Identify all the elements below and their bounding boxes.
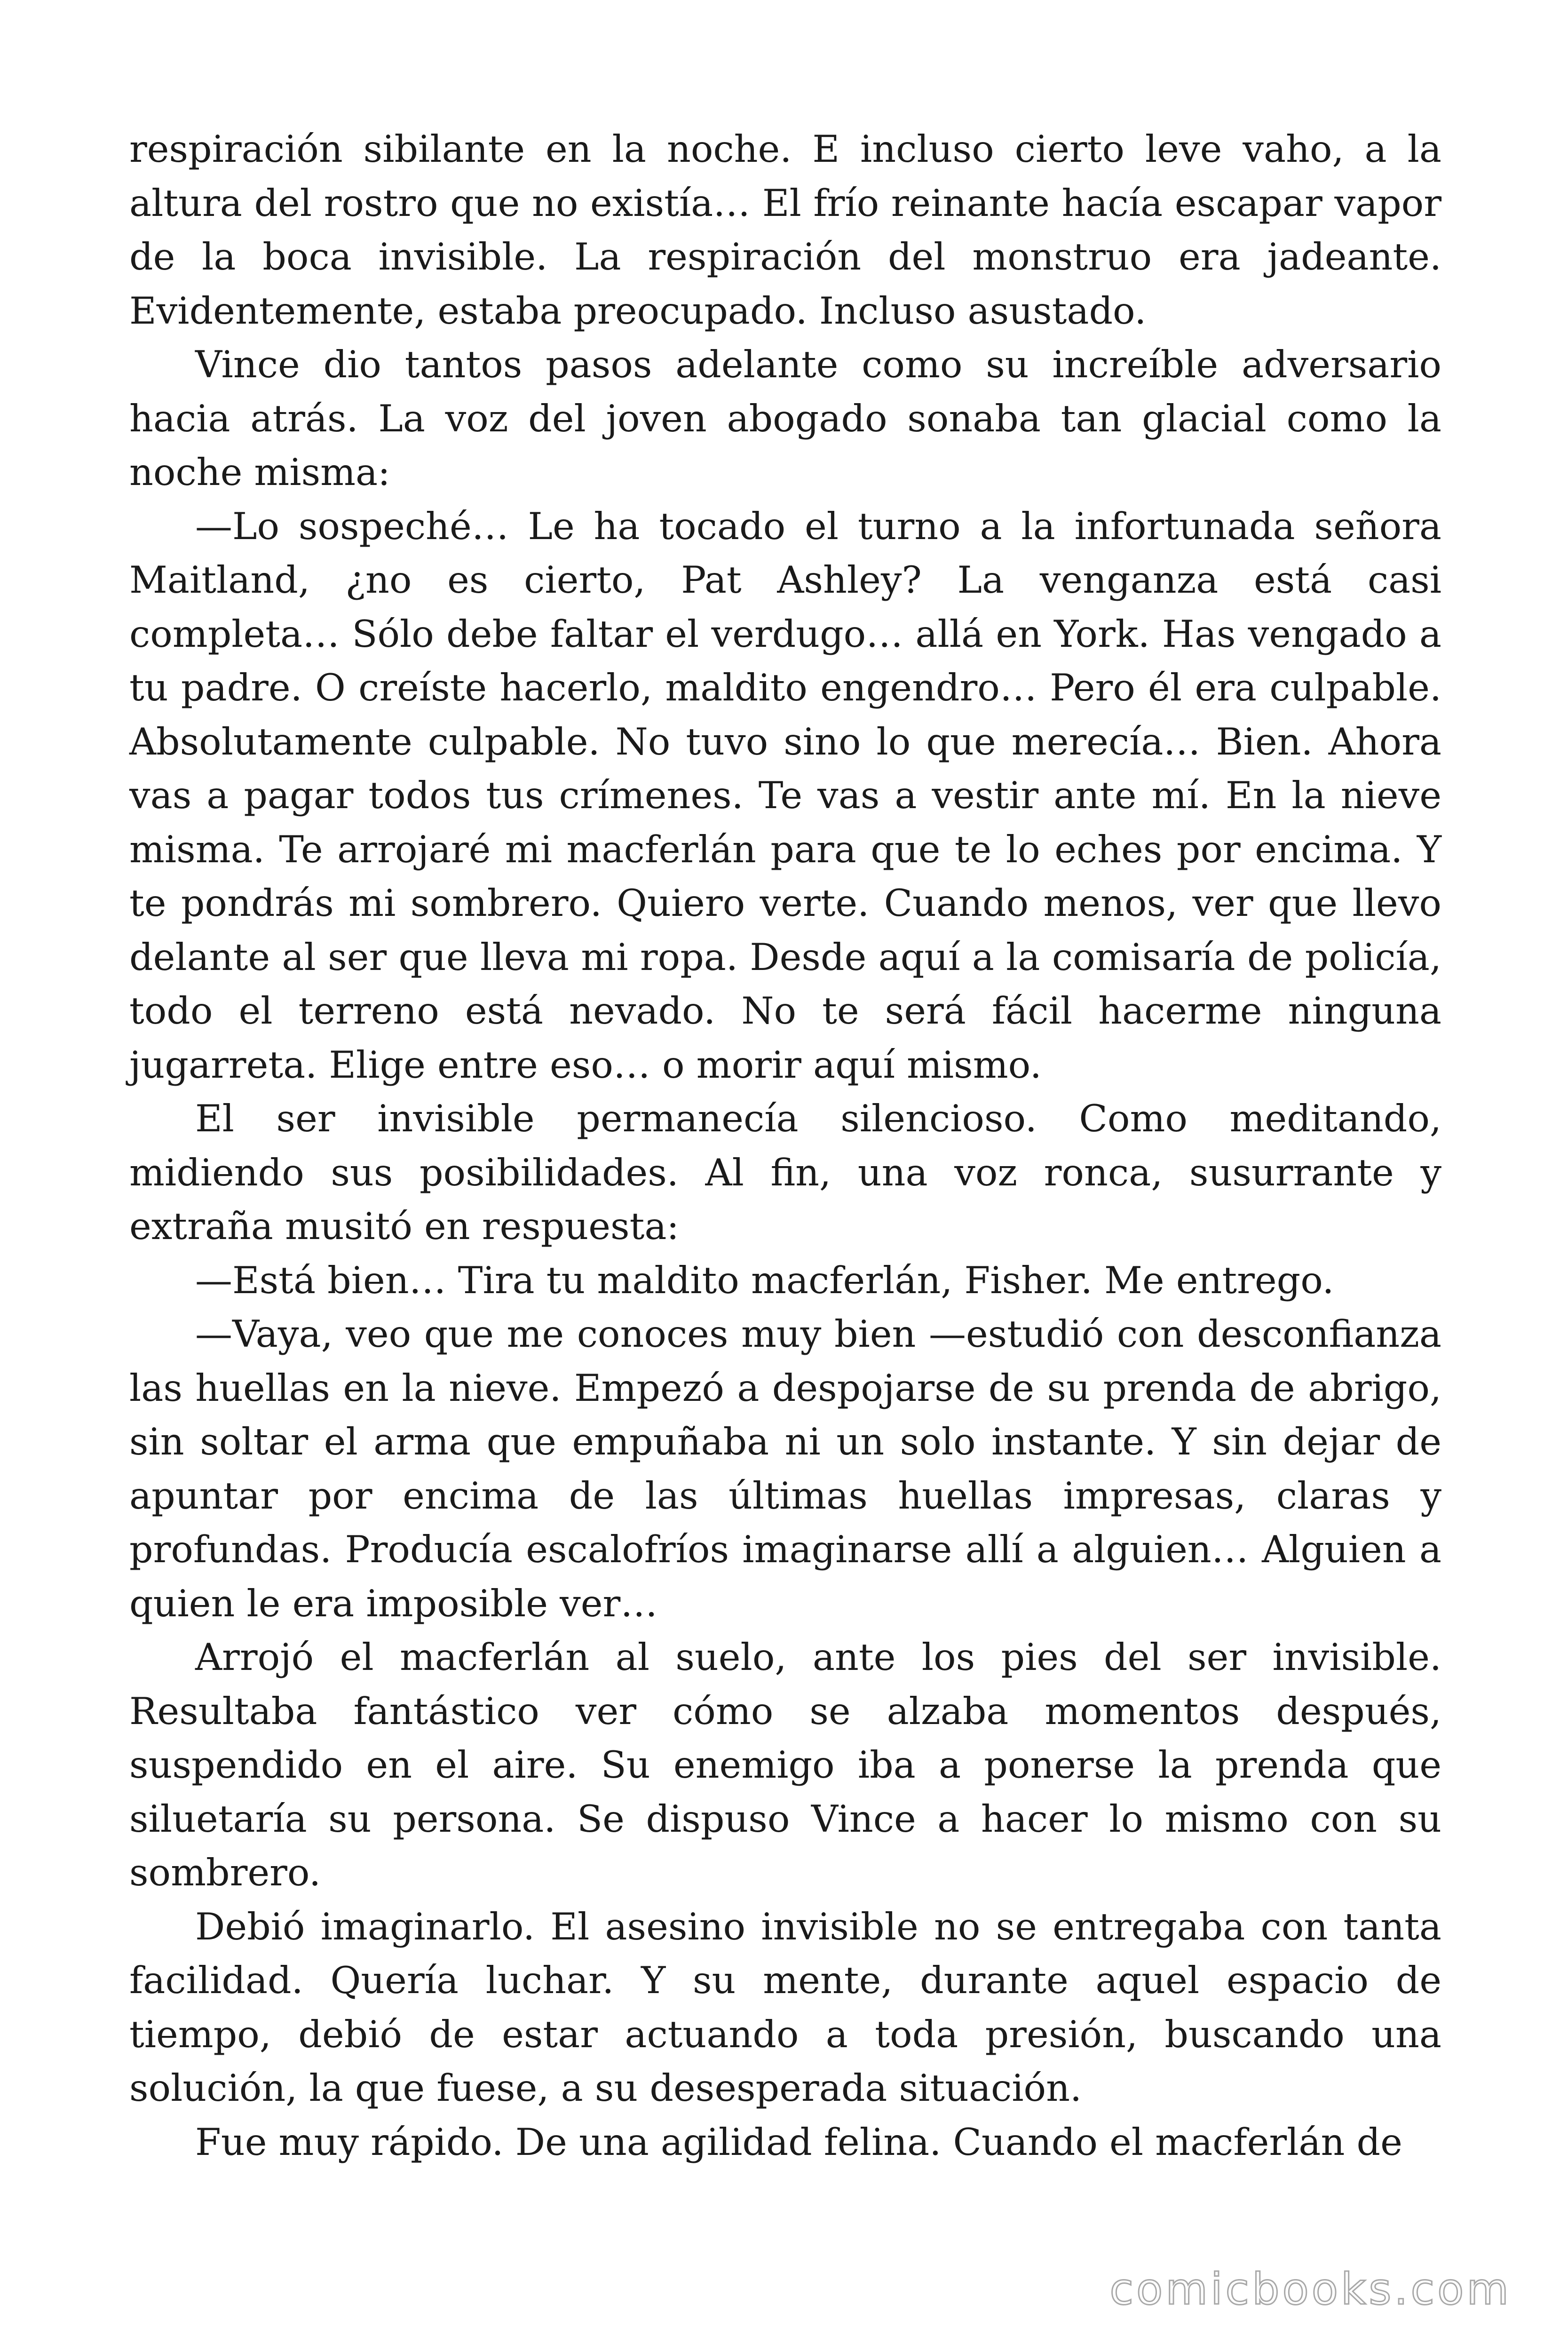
watermark: comicbooks.com (1109, 2264, 1512, 2314)
paragraph-5: —Está bien… Tira tu maldito macferlán, Fisher. Me entrego. (195, 1258, 1334, 1302)
paragraph-7: Arrojó el macferlán al suelo, ante los pies del ser invisible. Resultaba fantástico ver cómo se alzaba momentos después, suspendido en el aire. Su enemigo iba a ponerse la prenda que siluetaría su persona. Se dispuso Vince a hacer lo mismo con su sombrero. (129, 1636, 1441, 1894)
paragraph-3: —Lo sospeché… Le ha tocado el turno a la infortunada señora Maitland, ¿no es cierto, Pat Ashley? La venganza está casi completa… Sólo debe faltar el verdugo… allá en York. Has vengado a tu padre. O creíste hacerlo, maldito engendro… Pero él era culpable. Absolutamente culpable. No tuvo sino lo que merecía… Bien. Ahora vas a pagar todos tus crímenes. Te vas a vestir ante mí. En la nieve misma. Te arrojaré mi macferlán para que te lo eches por encima. Y te pondrás mi sombrero. Quiero verte. Cuando menos, ver que llevo delante al ser que lleva mi ropa. Desde aquí a la comisaría de policía, todo el terreno está nevado. No te será fácil hacerme ninguna jugarreta. Elige entre eso… o morir aquí mismo. (129, 504, 1441, 1087)
paragraph-1: respiración sibilante en la noche. E incluso cierto leve vaho, a la altura del rostro que no existía… El frío reinante hacía escapar vapor de la boca invisible. La respiración del monstruo era jadeante. Evidentemente, estaba preocupado. Incluso asustado. (129, 127, 1441, 333)
paragraph-2: Vince dio tantos pasos adelante como su increíble adversario hacia atrás. La voz del joven abogado sonaba tan glacial como la noche misma: (129, 343, 1441, 494)
paragraph-6: —Vaya, veo que me conoces muy bien —estudió con desconfianza las huellas en la nieve. Empezó a despojarse de su prenda de abrigo, sin soltar el arma que empuñaba ni un solo instante. Y sin dejar de apuntar por encima de las últimas huellas impresas, claras y profundas. Producía escalofríos imaginarse allí a alguien… Alguien a quien le era imposible ver… (129, 1312, 1441, 1625)
paragraph-9: Fue muy rápido. De una agilidad felina. Cuando el macferlán de (195, 2120, 1402, 2164)
paragraph-8: Debió imaginarlo. El asesino invisible no se entregaba con tanta facilidad. Quería luchar. Y su mente, durante aquel espacio de tiempo, debió de estar actuando a toda presión, buscando una solución, la que fuese, a su desesperada situación. (129, 1905, 1441, 2110)
paragraph-4: El ser invisible permanecía silencioso. Como meditando, midiendo sus posibilidades. Al fin, una voz ronca, susurrante y extraña musitó en respuesta: (129, 1097, 1441, 1248)
page-body (129, 122, 1441, 2169)
